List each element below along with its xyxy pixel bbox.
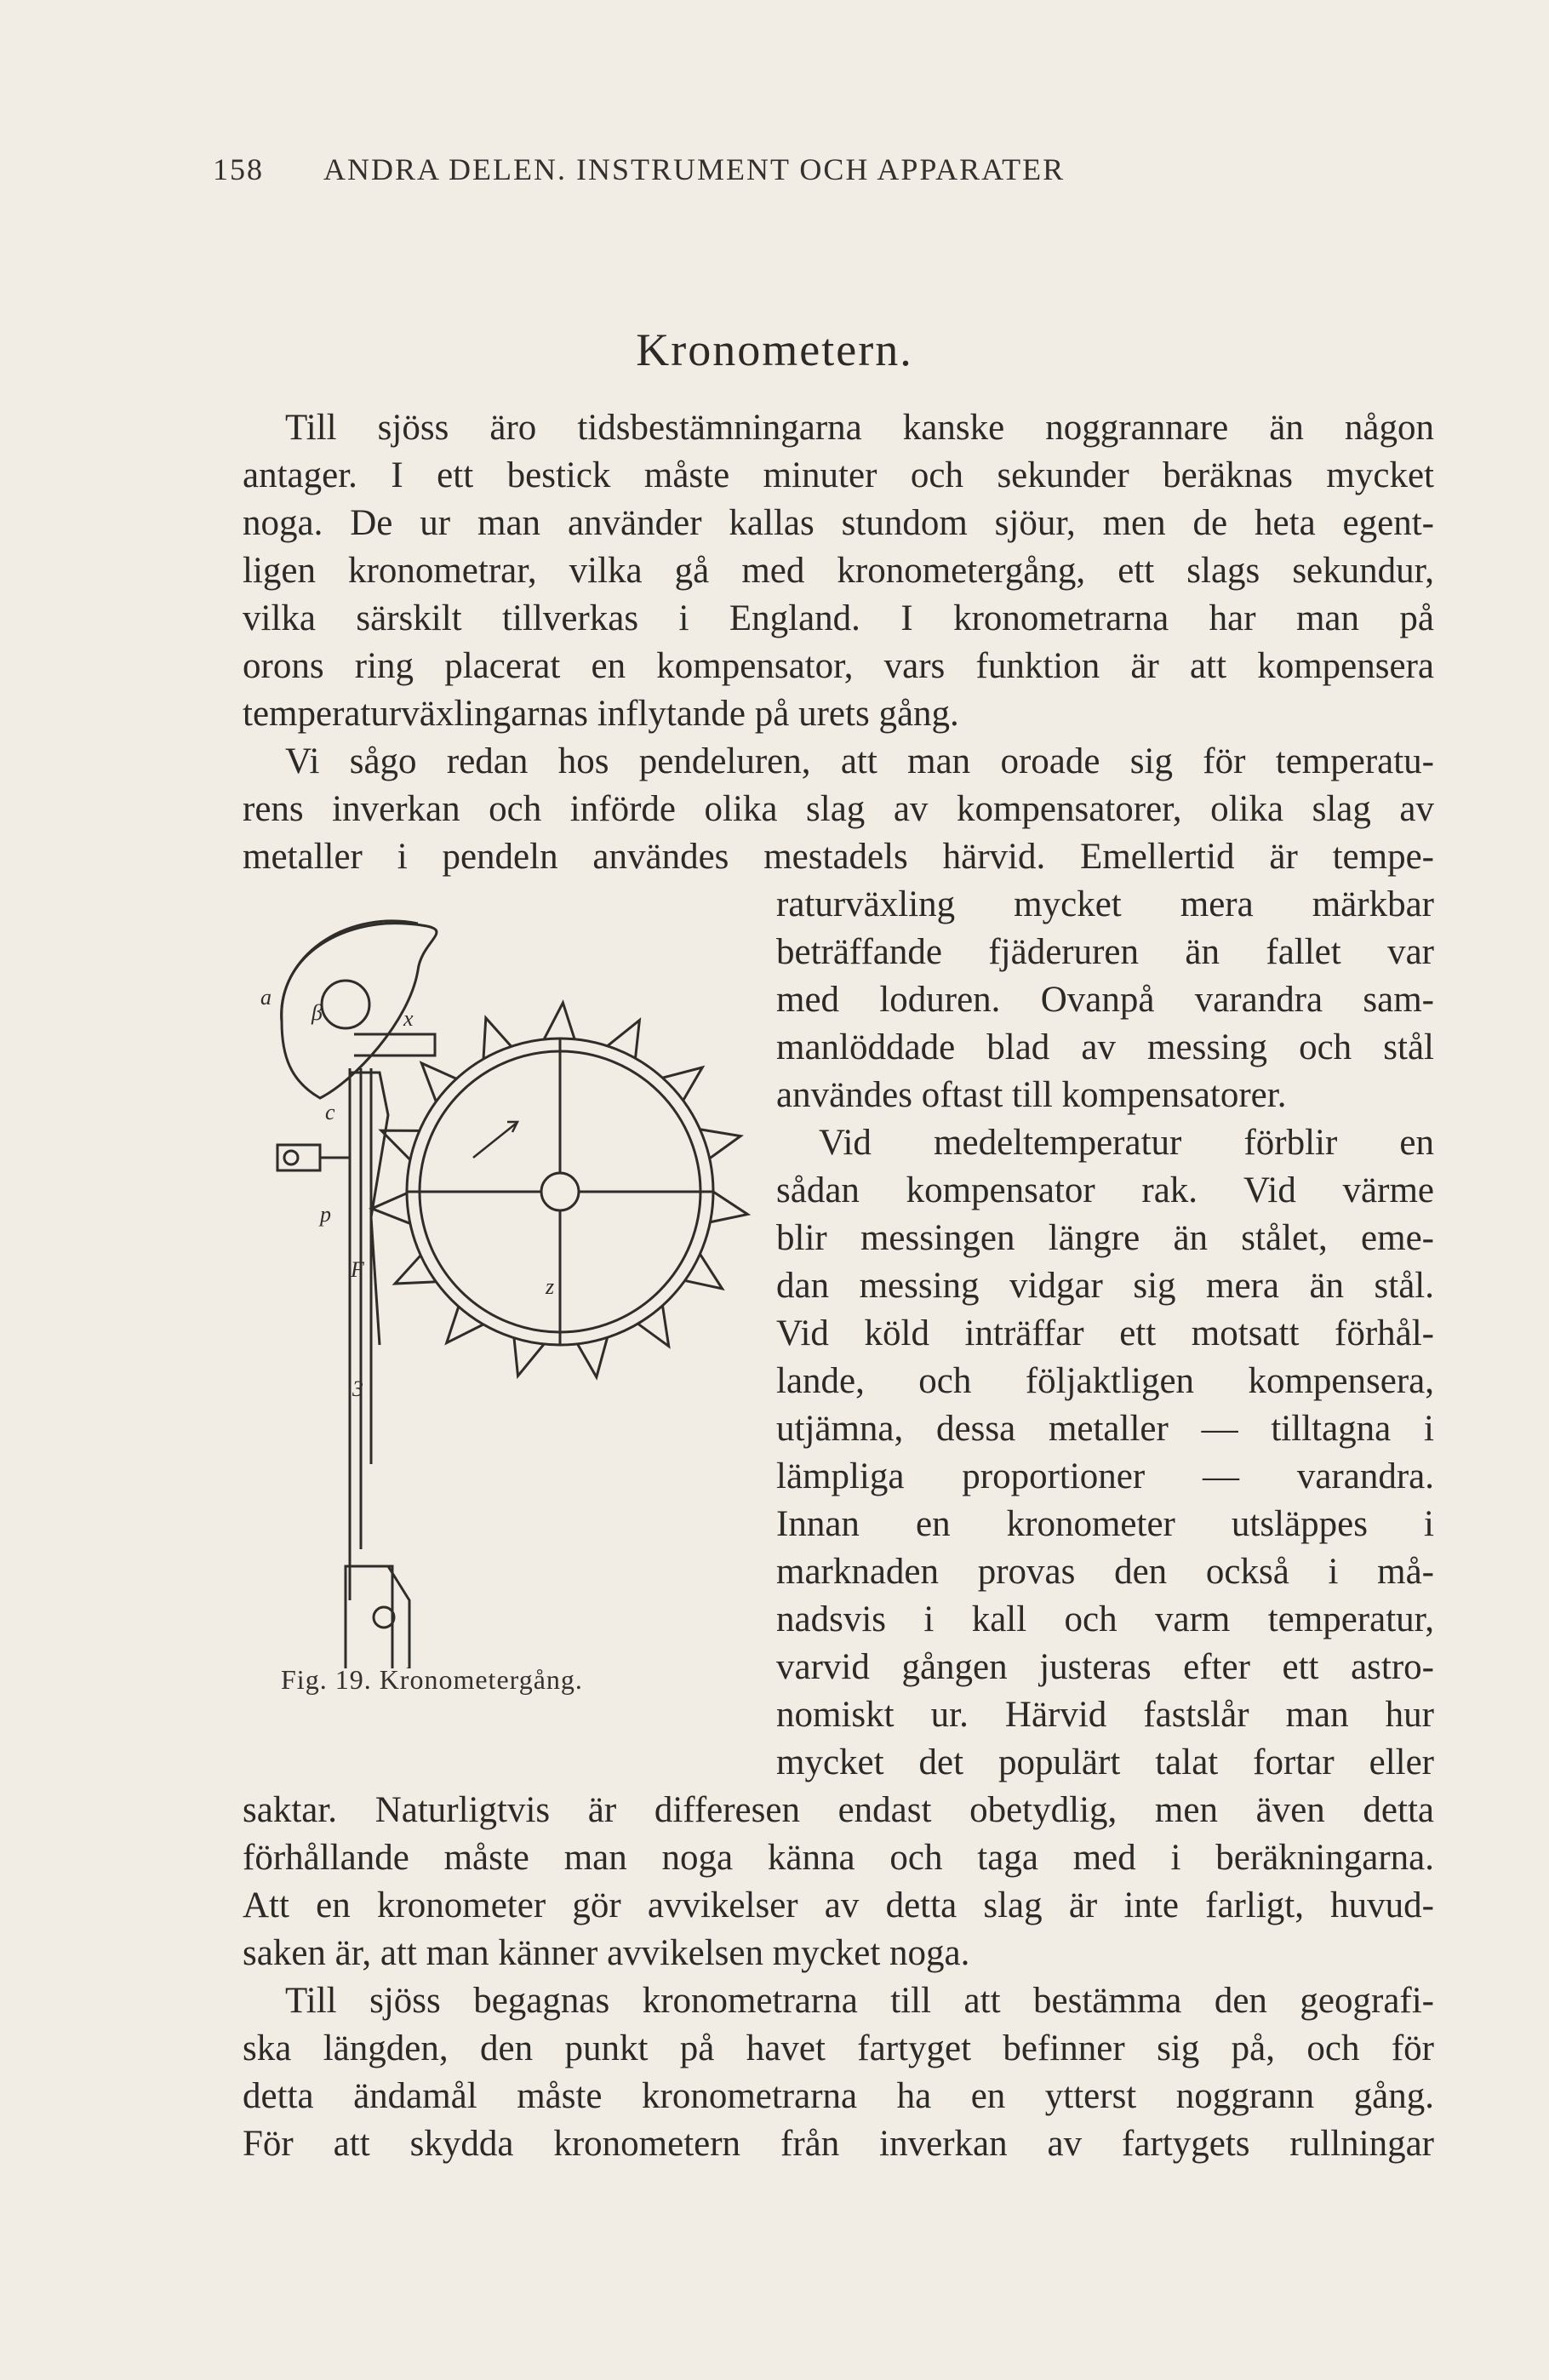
- label-c: c: [325, 1100, 335, 1124]
- text-line: varvid gången justeras efter ett astro-: [776, 1647, 1434, 1687]
- text-line: saktar. Naturligtvis är differesen endast obetydlig, men även detta: [243, 1790, 1434, 1830]
- text-line: För att skydda kronometern från inverkan av fartygets rullningar: [243, 2124, 1434, 2164]
- text-line: ska längden, den punkt på havet fartyget befinner sig på, och för: [243, 2028, 1434, 2068]
- text-line: vilka särskilt tillverkas i England. I kronometrarna har man på: [243, 598, 1434, 638]
- running-title: ANDRA DELEN. INSTRUMENT OCH APPARATER: [323, 152, 1066, 186]
- label-3: 3: [352, 1376, 363, 1401]
- text-line: beträffande fjäderuren än fallet var: [776, 932, 1434, 972]
- label-x: x: [403, 1006, 414, 1031]
- label-p: p: [320, 1202, 331, 1227]
- text-line: lämpliga proportioner — varandra.: [776, 1456, 1434, 1496]
- text-line: Till sjöss begagnas kronometrarna till att bestämma den geografi-: [285, 1981, 1434, 2021]
- text-line: Att en kronometer gör avvikelser av detta slag är inte farligt, huvud-: [243, 1885, 1434, 1925]
- text-line: lande, och följaktligen kompensera,: [776, 1361, 1434, 1401]
- text-line: ligen kronometrar, vilka gå med kronometergång, ett slags sekundur,: [243, 551, 1434, 591]
- escape-wheel-tooth: [710, 1192, 747, 1222]
- rotation-arrow: [473, 1122, 517, 1158]
- roller-disc: [322, 981, 369, 1028]
- label-a: a: [260, 985, 272, 1010]
- text-line: orons ring placerat en kompensator, vars funktion är att kompensera: [243, 646, 1434, 686]
- escape-wheel-tooth: [395, 1256, 436, 1284]
- text-line: antager. I ett bestick måste minuter och sekunder beräknas mycket: [243, 455, 1434, 495]
- mounting-block: [346, 1566, 392, 1668]
- label-z: z: [546, 1274, 555, 1299]
- text-line: nadsvis i kall och varm temperatur,: [776, 1599, 1434, 1639]
- text-line: rens inverkan och införde olika slag av kompensatorer, olika slag av: [243, 789, 1434, 829]
- escape-wheel: [407, 1038, 713, 1345]
- text-line: marknaden provas den också i må-: [776, 1552, 1434, 1592]
- text-line: utjämna, dessa metaller — tilltagna i: [776, 1409, 1434, 1449]
- text-line: förhållande måste man noga känna och taga med i beräkningarna.: [243, 1838, 1434, 1878]
- text-line: blir messingen längre än stålet, eme-: [776, 1218, 1434, 1258]
- text-line: manlöddade blad av messing och stål: [776, 1027, 1434, 1067]
- text-line: sådan kompensator rak. Vid värme: [776, 1170, 1434, 1210]
- text-line: Innan en kronometer utsläppes i: [776, 1504, 1434, 1544]
- banking-screw: [284, 1151, 298, 1164]
- text-line: temperaturväxlingarnas inflytande på urets gång.: [243, 694, 959, 734]
- balance-arc-outer: [282, 921, 418, 1021]
- text-line: noga. De ur man använder kallas stundom sjöur, men de heta egent-: [243, 503, 1434, 543]
- text-line: Vid köld inträffar ett motsatt förhål-: [776, 1313, 1434, 1353]
- text-line: detta ändamål måste kronometrarna ha en ytterst noggrann gång.: [243, 2076, 1434, 2116]
- text-line: saken är, att man känner avvikelsen mycket noga.: [243, 1933, 970, 1973]
- text-line: dan messing vidgar sig mera än stål.: [776, 1266, 1434, 1306]
- text-line: mycket det populärt talat fortar eller: [776, 1742, 1434, 1782]
- label-beta: β: [312, 1000, 323, 1025]
- label-f: F: [351, 1257, 364, 1282]
- text-line: Vi sågo redan hos pendeluren, att man oroade sig för temperatu-: [285, 741, 1434, 781]
- escape-wheel-tooth: [544, 1003, 574, 1039]
- text-line: användes oftast till kompensatorer.: [776, 1075, 1287, 1115]
- text-line: med loduren. Ovanpå varandra sam-: [776, 980, 1434, 1020]
- detent-block: [354, 1034, 435, 1056]
- text-line: raturväxling mycket mera märkbar: [776, 884, 1434, 924]
- section-title: Kronometern.: [636, 324, 913, 375]
- text-line: nomiskt ur. Härvid fastslår man hur: [776, 1695, 1434, 1735]
- running-header: [213, 152, 1277, 187]
- text-line: metaller i pendeln användes mestadels härvid. Emellertid är tempe-: [243, 837, 1434, 877]
- escape-wheel-tooth: [372, 1193, 410, 1224]
- escapement-diagram: [252, 919, 763, 1668]
- text-line: Vid medeltemperatur förblir en: [819, 1123, 1434, 1163]
- mounting-screw: [374, 1607, 394, 1628]
- text-line: Till sjöss äro tidsbestämningarna kanske noggrannare än någon: [285, 408, 1434, 448]
- page-number: 158: [213, 152, 264, 186]
- figure-caption: Fig. 19. Kronometergång.: [281, 1664, 583, 1695]
